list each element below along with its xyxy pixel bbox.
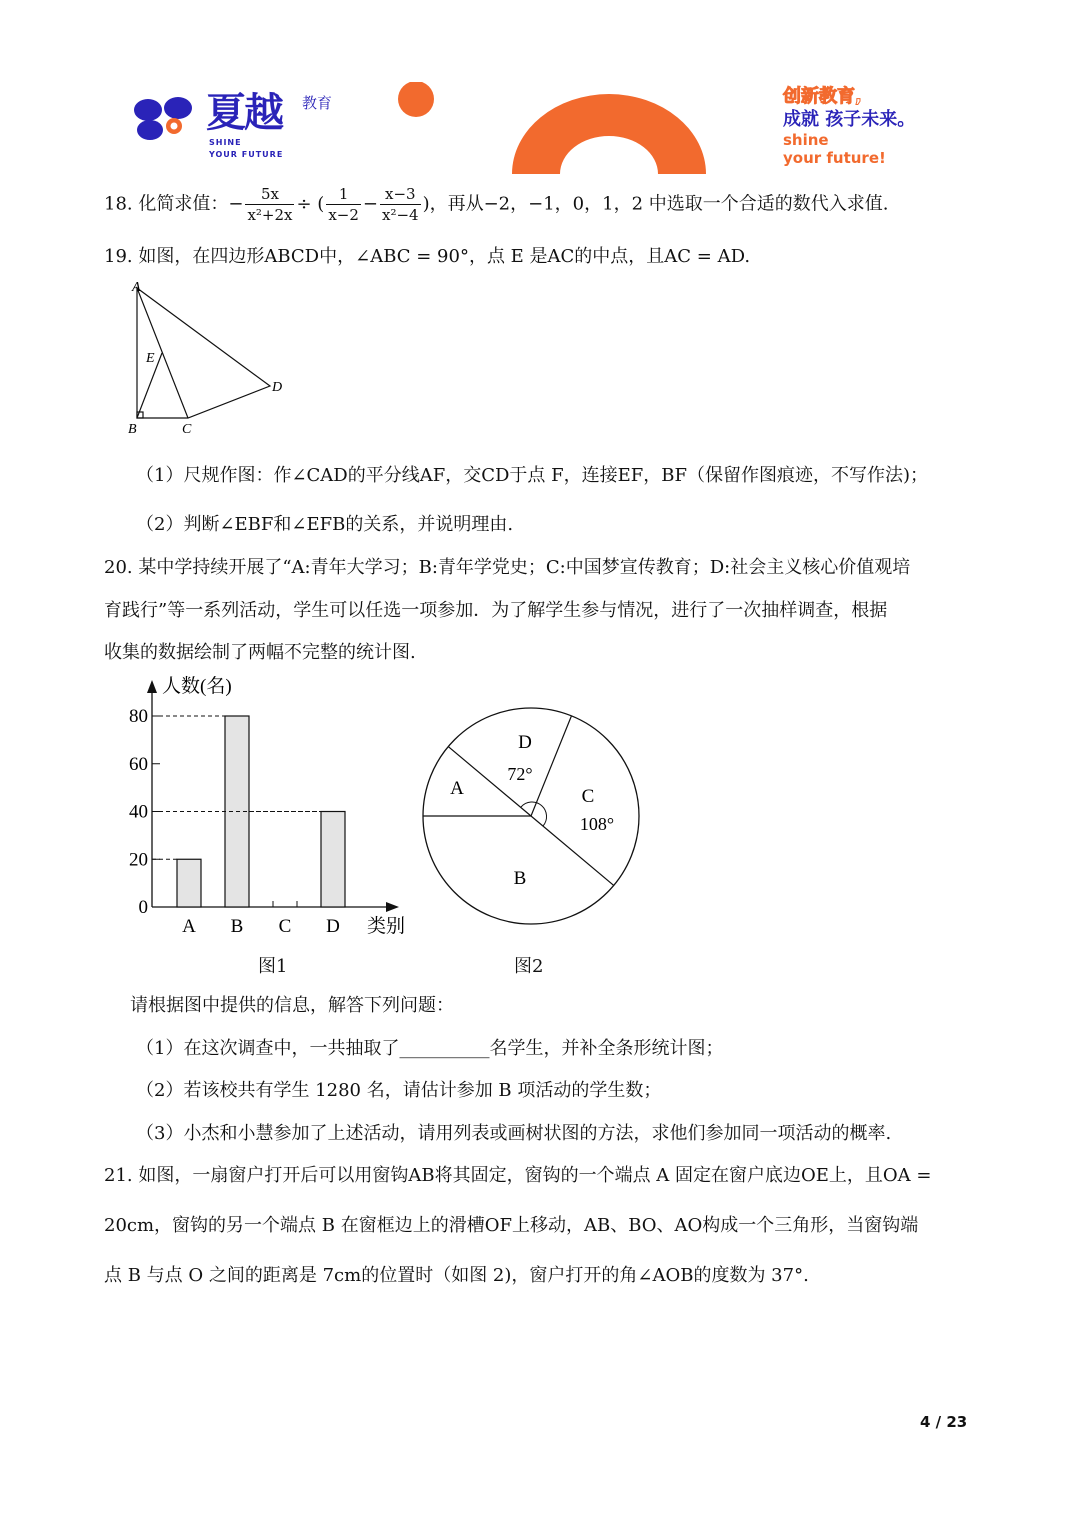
q21-line3: 点 B 与点 O 之间的距离是 7cm的位置时（如图 2)，窗户打开的角∠AOB的度数为 37°. xyxy=(104,1265,809,1286)
x-tick-label: D xyxy=(326,916,340,937)
q18-prefix: 18. 化简求值：− xyxy=(104,193,244,215)
y-tick-label: 80 xyxy=(129,706,148,727)
q18-suffix: )，再从−2，−1，0，1，2 中选取一个合适的数代入求值. xyxy=(422,193,889,215)
fraction-numerator: 5x xyxy=(245,184,294,205)
angle-arc xyxy=(521,802,547,826)
x-tick-label: B xyxy=(230,916,244,937)
pie-angle-D: 72° xyxy=(507,764,533,784)
fraction-numerator: 1 xyxy=(326,184,361,205)
pie-label-B: B xyxy=(513,868,527,889)
pie-label-D: D xyxy=(518,732,532,753)
q18-minus: − xyxy=(362,193,378,215)
logo-en-line-1: SHINE xyxy=(209,138,242,147)
point-label-e: E xyxy=(146,351,155,366)
header-decoration xyxy=(396,82,716,176)
x-tick-label: C xyxy=(278,916,292,937)
q20-part3: （3）小杰和小慧参加了上述活动，请用列表或画树状图的方法，求他们参加同一项活动的概率. xyxy=(136,1123,892,1144)
fig2-caption: 图2 xyxy=(514,956,544,977)
y-tick-label: 40 xyxy=(129,801,148,823)
slogan-3: shine xyxy=(783,131,829,149)
fraction-1 xyxy=(245,184,294,225)
vertex-label-a: A xyxy=(132,280,141,295)
q20-line2: 育践行”等一系列活动，学生可以任选一项参加．为了解学生参与情况，进行了一次抽样调查，根据 xyxy=(104,600,888,621)
statistics-charts xyxy=(0,660,700,980)
y-tick-label: 0 xyxy=(138,897,148,918)
fraction-denominator: x²+2x xyxy=(247,206,293,224)
x-axis-label: 类别 xyxy=(367,916,406,937)
fraction-denominator: x²−4 xyxy=(381,206,419,224)
slogan-4: your future! xyxy=(783,149,886,167)
q19-part1: （1）尺规作图：作∠CAD的平分线AF，交CD于点 F，连接EF，BF（保留作图痕迹，不写作法)； xyxy=(136,465,929,486)
q20-line1: 20. 某中学持续开展了“A:青年大学习；B:青年学党史；C:中国梦宣传教育；D:社会主义核心价值观培 xyxy=(104,557,911,578)
q20-ask: 请根据图中提供的信息，解答下列问题： xyxy=(130,995,454,1016)
q18-operator: ÷ ( xyxy=(296,193,325,215)
x-axis-arrow xyxy=(386,902,399,912)
fraction-2 xyxy=(326,184,361,225)
pie-divider xyxy=(531,716,571,816)
pie-label-A: A xyxy=(450,778,464,799)
fraction-denominator: x−2 xyxy=(328,206,359,224)
page-number: 4 / 23 xyxy=(920,1413,968,1431)
vertex-label-c: C xyxy=(182,422,192,437)
logo-flower-icon xyxy=(134,96,194,142)
q20-part2: （2）若该校共有学生 1280 名，请估计参加 B 项活动的学生数； xyxy=(136,1080,662,1101)
logo-text: 夏越 xyxy=(206,90,282,136)
q21-line2: 20cm，窗钩的另一个端点 B 在窗框边上的滑槽OF上移动，AB、BO、AO构成一个三角形，当窗钩端 xyxy=(104,1215,919,1236)
fraction-numerator: x−3 xyxy=(380,184,421,205)
x-tick-label: A xyxy=(182,916,196,937)
logo-sub: 教育 xyxy=(302,94,333,112)
vertex-label-b: B xyxy=(128,422,137,437)
y-tick-label: 20 xyxy=(129,849,148,871)
slogan-2: 成就 孩子未来。 xyxy=(783,109,916,130)
logo-en xyxy=(209,137,283,161)
fraction-3 xyxy=(380,184,421,225)
q21-line1: 21. 如图，一扇窗户打开后可以用窗钩AB将其固定，窗钩的一个端点 A 固定在窗户底边OE上，且OA = xyxy=(104,1165,932,1186)
logo-en-line-2: YOUR FUTURE xyxy=(209,150,284,159)
q19-part2: （2）判断∠EBF和∠EFB的关系，并说明理由. xyxy=(136,514,514,535)
pie-angle-C: 108° xyxy=(579,814,615,834)
q20-line3: 收集的数据绘制了两幅不完整的统计图. xyxy=(104,642,416,663)
slogan-1: 创新教育, xyxy=(783,86,862,107)
bar-A xyxy=(177,859,201,907)
question-18 xyxy=(104,184,888,225)
y-tick-label: 60 xyxy=(129,753,148,775)
y-axis-arrow xyxy=(147,680,157,693)
quadrilateral-figure xyxy=(120,278,300,438)
fig1-caption: 图1 xyxy=(258,956,288,977)
question-19: 19. 如图，在四边形ABCD中，∠ABC = 90°，点 E 是AC的中点，且AC = AD. xyxy=(104,246,751,267)
q20-part1: （1）在这次调查中，一共抽取了__________名学生，并补全条形统计图； xyxy=(136,1038,724,1059)
vertex-label-d: D xyxy=(272,380,283,395)
bar-D xyxy=(321,812,345,908)
pie-label-C: C xyxy=(581,786,595,807)
y-axis-label: 人数(名) xyxy=(162,676,232,697)
